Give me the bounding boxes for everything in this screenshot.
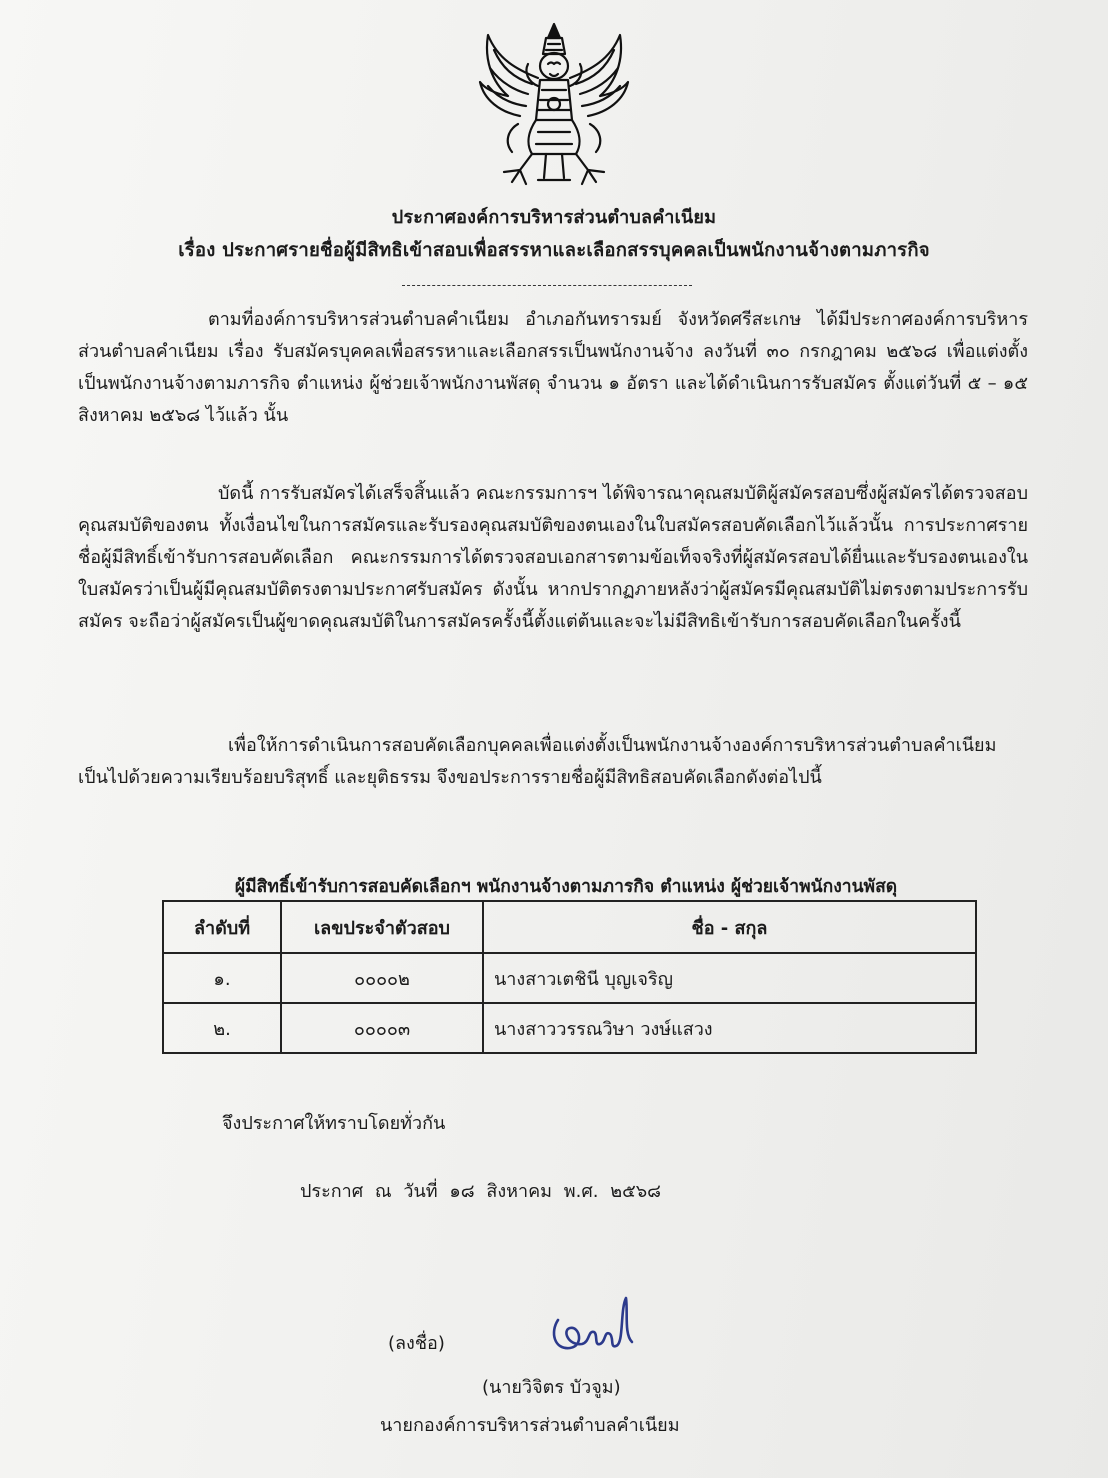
paragraph-announcement: เพื่อให้การดำเนินการสอบคัดเลือกบุคคลเพื่อแต่งตั้งเป็นพนักงานจ้างองค์การบริหารส่วนตำบลคำเนียม เป็นไปด้วยความเรียบร้อยบริสุทธิ์ และยุติธรรม จึงขอประการรายชื่อผู้มีสิทธิสอบคัดเลือกดังต่อไปนี้ bbox=[78, 735, 997, 788]
table-row bbox=[163, 953, 976, 1003]
cell-name: นางสาววรรณวิษา วงษ์แสวง bbox=[483, 1003, 976, 1053]
table-caption: ผู้มีสิทธิ์เข้ารับการสอบคัดเลือกฯ พนักงานจ้างตามภารกิจ ตำแหน่ง ผู้ช่วยเจ้าพนักงานพัสดุ bbox=[234, 877, 898, 897]
document-subject: เรื่อง ประกาศรายชื่อผู้มีสิทธิเข้าสอบเพื่อสรรหาและเลือกสรรบุคคลเป็นพนักงานจ้างตามภารกิจ bbox=[178, 240, 930, 261]
column-header-order: ลำดับที่ bbox=[163, 901, 281, 953]
announcement-date: ประกาศ ณ วันที่ ๑๘ สิงหาคม พ.ศ. ๒๕๖๘ bbox=[300, 1181, 662, 1202]
column-header-exam-id: เลขประจำตัวสอบ bbox=[281, 901, 483, 953]
document-title: ประกาศองค์การบริหารส่วนตำบลคำเนียม bbox=[391, 207, 717, 228]
cell-order: ๑. bbox=[163, 953, 281, 1003]
cell-exam-id: ๐๐๐๐๒ bbox=[281, 953, 483, 1003]
garuda-emblem-icon bbox=[468, 20, 640, 190]
column-header-name: ชื่อ - สกุล bbox=[483, 901, 976, 953]
signature-label: (ลงชื่อ) bbox=[388, 1333, 445, 1354]
closing-statement: จึงประกาศให้ทราบโดยทั่วกัน bbox=[222, 1113, 446, 1134]
table-row bbox=[163, 1003, 976, 1053]
eligible-candidates-table bbox=[162, 900, 977, 1054]
paragraph-background: ตามที่องค์การบริหารส่วนตำบลคำเนียม อำเภอกันทรารมย์ จังหวัดศรีสะเกษ ได้มีประกาศองค์การบริหารส่วนตำบลคำเนียม เรื่อง รับสมัครบุคคลเพื่อสรรหาและเลือกสรรเป็นพนักงานจ้าง ลงวันที่ ๓๐ กรกฎาคม ๒๕๖๘ เพื่อแต่งตั้งเป็นพนักงานจ้างตามภารกิจ ตำแหน่ง ผู้ช่วยเจ้าพนักงานพัสดุ จำนวน ๑ อัตรา และได้ดำเนินการรับสมัคร ตั้งแต่วันที่ ๕ – ๑๕ สิงหาคม ๒๕๖๘ ไว้แล้ว นั้น bbox=[78, 309, 1028, 426]
cell-order: ๒. bbox=[163, 1003, 281, 1053]
signer-title: นายกองค์การบริหารส่วนตำบลคำเนียม bbox=[380, 1415, 680, 1436]
cell-exam-id: ๐๐๐๐๓ bbox=[281, 1003, 483, 1053]
paragraph-review: บัดนี้ การรับสมัครได้เสร็จสิ้นแล้ว คณะกรรมการฯ ได้พิจารณาคุณสมบัติผู้สมัครสอบซึ่งผู้สมัครได้ตรวจสอบคุณสมบัติของตน ทั้งเงื่อนไขในการสมัครและรับรองคุณสมบัติของตนเองในใบสมัครสอบคัดเลือกไว้แล้วนั้น การประกาศรายชื่อผู้มีสิทธิ์เข้ารับการสอบคัดเลือก คณะกรรมการได้ตรวจสอบเอกสารตามข้อเท็จจริงที่ผู้สมัครสอบได้ยื่นและรับรองตนเองในใบสมัครว่าเป็นผู้มีคุณสมบัติตรงตามประกาศรับสมัคร ดังนั้น หากปรากฏภายหลังว่าผู้สมัครมีคุณสมบัติไม่ตรงตามประการรับสมัคร จะถือว่าผู้สมัครเป็นผู้ขาดคุณสมบัติในการสมัครครั้งนี้ตั้งแต่ต้นและจะไม่มีสิทธิเข้ารับการสอบคัดเลือกในครั้งนี้ bbox=[78, 483, 1028, 632]
signer-name: (นายวิจิตร บัวจูม) bbox=[482, 1377, 621, 1398]
cell-name: นางสาวเตชินี บุญเจริญ bbox=[483, 953, 976, 1003]
title-divider bbox=[402, 285, 692, 286]
table-header-row bbox=[163, 901, 976, 953]
handwritten-signature bbox=[540, 1290, 650, 1360]
